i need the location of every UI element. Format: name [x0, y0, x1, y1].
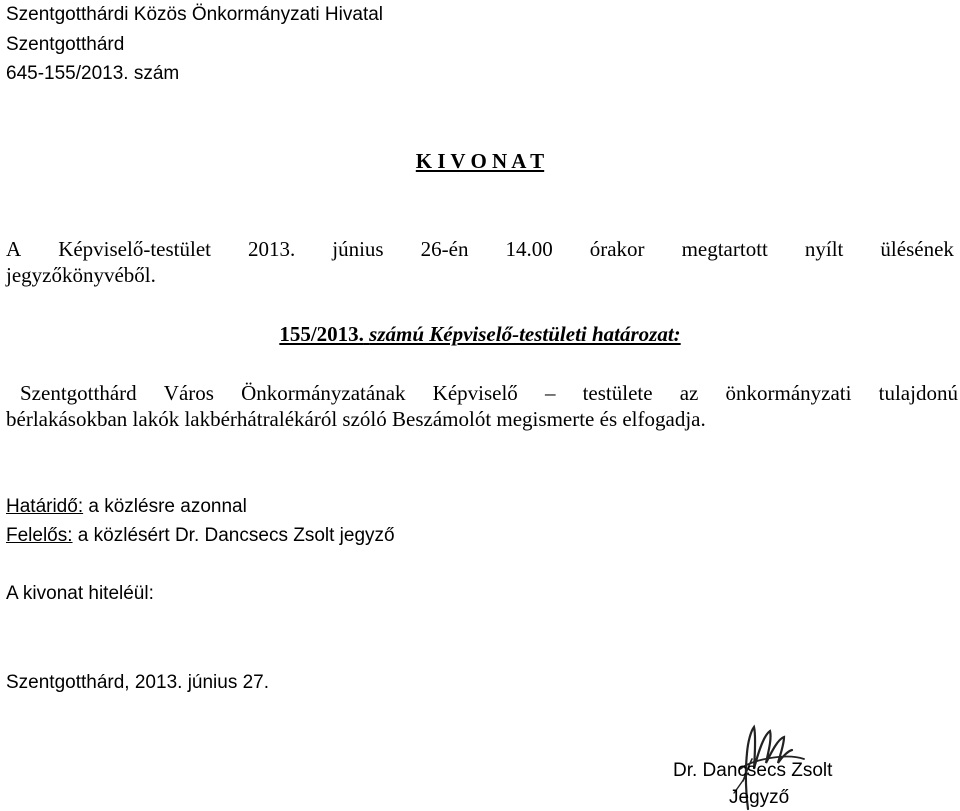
body-word: –: [544, 381, 556, 405]
signatory-title: Jegyző: [729, 787, 790, 808]
body-word: az: [679, 381, 699, 405]
responsible-value: a közlésért Dr. Dancsecs Zsolt jegyző: [72, 525, 395, 546]
signatory-name: Dr. Dancsecs Zsolt: [673, 760, 833, 781]
header-reference: 645-155/2013. szám: [6, 63, 180, 84]
body-word: Önkormányzatának: [241, 381, 406, 405]
body-line-1: [20, 380, 958, 406]
intro-words: [6, 236, 954, 262]
intro-word: ülésének: [880, 237, 954, 261]
body-word: Szentgotthárd: [20, 381, 137, 405]
deadline-line: [6, 494, 247, 520]
intro-word: órakor: [589, 237, 645, 261]
responsible-label: Felelős:: [6, 525, 73, 546]
body-word: tulajdonú: [878, 381, 958, 405]
intro-word: június: [332, 237, 384, 261]
intro-word: 2013.: [248, 237, 296, 261]
header-city: Szentgotthárd: [6, 34, 125, 55]
intro-word: A: [6, 237, 22, 261]
body-word: Képviselő: [432, 381, 518, 405]
body-line1-words: [20, 380, 958, 406]
body-line-2: bérlakásokban lakók lakbérhátralékáról szóló Beszámolót megismerte és elfogadja.: [6, 407, 706, 431]
intro-word: 26-én: [420, 237, 469, 261]
certification-text: A kivonat hiteléül:: [6, 583, 154, 604]
intro-word: Képviselő-testület: [58, 237, 211, 261]
intro-line-1: [6, 236, 954, 262]
resolution-number: 155/2013.: [279, 322, 364, 346]
body-word: Város: [163, 381, 214, 405]
responsible-line: [6, 523, 395, 549]
place-date: Szentgotthárd, 2013. június 27.: [6, 672, 270, 693]
intro-word: megtartott: [681, 237, 768, 261]
intro-word: 14.00: [505, 237, 553, 261]
body-word: önkormányzati: [725, 381, 852, 405]
document-title: K I V O N A T: [415, 149, 545, 173]
resolution-label: számú Képviselő-testületi határozat:: [369, 322, 681, 346]
body-word: testülete: [582, 381, 653, 405]
deadline-label: Határidő:: [6, 496, 84, 517]
resolution-heading: [0, 322, 960, 347]
deadline-value: a közlésre azonnal: [83, 496, 247, 517]
intro-line-2: jegyzőkönyvéből.: [6, 263, 156, 287]
header-office: Szentgotthárdi Közös Önkormányzati Hivatal: [6, 4, 384, 25]
signatory-block: [673, 757, 873, 811]
intro-word: nyílt: [804, 237, 844, 261]
